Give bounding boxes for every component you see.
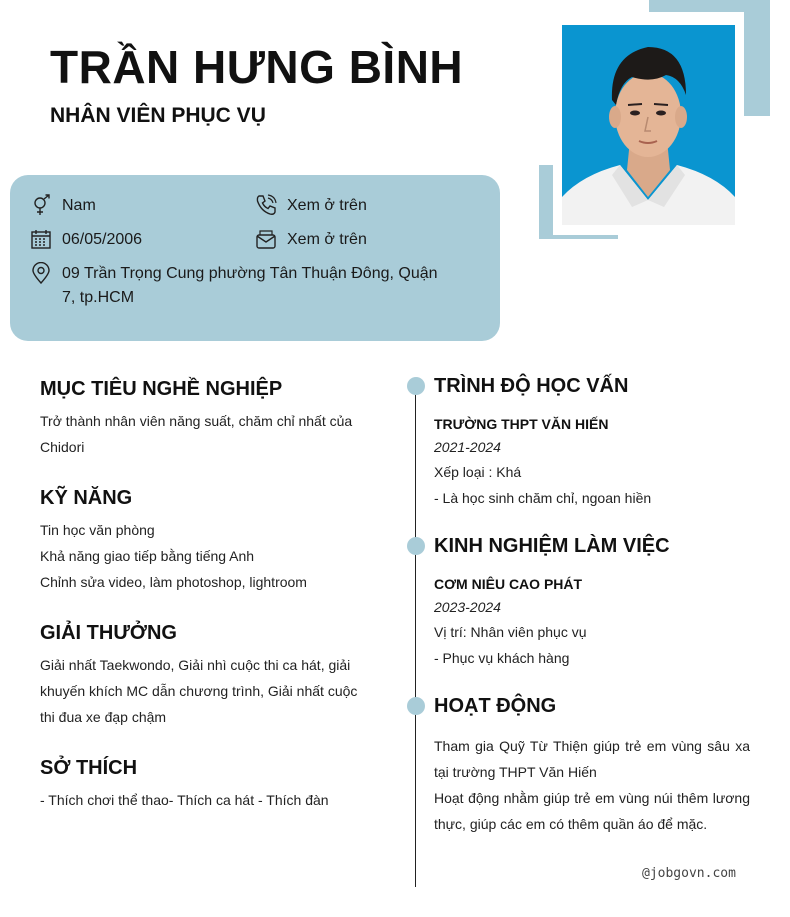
- hobbies-title: SỞ THÍCH: [40, 757, 138, 779]
- skills-title: KỸ NĂNG: [40, 487, 133, 509]
- location-pin-icon: [30, 262, 52, 284]
- timeline-dot-experience: [407, 537, 425, 555]
- activities-text-1: Tham gia Quỹ Từ Thiện giúp trẻ em vùng sâu xa tại trường THPT Văn Hiến: [434, 738, 750, 780]
- education-rank: Xếp loại : Khá: [434, 464, 522, 480]
- objective-text: Trở thành nhân viên năng suất, chăm chỉ nhất của Chidori: [40, 413, 353, 455]
- activities-title: HOẠT ĐỘNG: [434, 695, 557, 717]
- awards-text: Giải nhất Taekwondo, Giải nhì cuộc thi ca hát, giải khuyến khích MC dẫn chương trình, Giải nhất cuộc thi đua xe đạp chậm: [40, 657, 358, 725]
- candidate-name: TRẦN HƯNG BÌNH: [50, 41, 464, 93]
- education-years: 2021-2024: [434, 439, 501, 455]
- timeline-line: [415, 385, 416, 887]
- experience-duty: - Phục vụ khách hàng: [434, 650, 570, 666]
- contact-email: [255, 228, 367, 252]
- activities-text-2: Hoạt động nhằm giúp trẻ em vùng núi thêm lương thực, giúp các em có thêm quần áo để mặc.: [434, 790, 750, 832]
- gender-value: Nam: [62, 197, 96, 214]
- education-note: - Là học sinh chăm chỉ, ngoan hiền: [434, 490, 652, 506]
- email-value: Xem ở trên: [287, 231, 367, 248]
- hobbies-text: - Thích chơi thể thao- Thích ca hát - Thích đàn: [40, 792, 329, 808]
- timeline-dot-activities: [407, 697, 425, 715]
- contact-gender: [30, 194, 96, 218]
- gender-icon: [30, 194, 52, 216]
- phone-icon: [255, 194, 277, 216]
- birthday-value: 06/05/2006: [62, 231, 143, 248]
- phone-value: Xem ở trên: [287, 197, 367, 214]
- email-icon: [255, 228, 277, 250]
- experience-years: 2023-2024: [434, 599, 501, 615]
- skill-item: Tin học văn phòng: [40, 522, 155, 538]
- skill-item: Khả năng giao tiếp bằng tiếng Anh: [40, 548, 255, 564]
- calendar-icon: [30, 228, 52, 250]
- education-title: TRÌNH ĐỘ HỌC VẤN: [434, 375, 629, 397]
- watermark-text: @jobgovn.com: [642, 866, 736, 881]
- portrait-photo: [562, 25, 735, 225]
- education-school: TRƯỜNG THPT VĂN HIẾN: [434, 416, 609, 432]
- experience-company: CƠM NIÊU CAO PHÁT: [434, 576, 583, 592]
- objective-title: MỤC TIÊU NGHỀ NGHIỆP: [40, 378, 283, 400]
- awards-title: GIẢI THƯỞNG: [40, 622, 177, 644]
- contact-birthday: [30, 228, 142, 252]
- experience-position: Vị trí: Nhân viên phục vụ: [434, 624, 587, 640]
- address-value: 09 Trần Trọng Cung phường Tân Thuận Đông, Quận 7, tp.HCM: [62, 265, 438, 306]
- candidate-role: NHÂN VIÊN PHỤC VỤ: [50, 104, 266, 127]
- contact-phone: [255, 194, 367, 218]
- contact-address: [30, 262, 450, 310]
- experience-title: KINH NGHIỆM LÀM VIỆC: [434, 535, 670, 557]
- timeline-dot-education: [407, 377, 425, 395]
- skill-item: Chỉnh sửa video, làm photoshop, lightroom: [40, 574, 307, 590]
- portrait-illustration: [562, 25, 735, 225]
